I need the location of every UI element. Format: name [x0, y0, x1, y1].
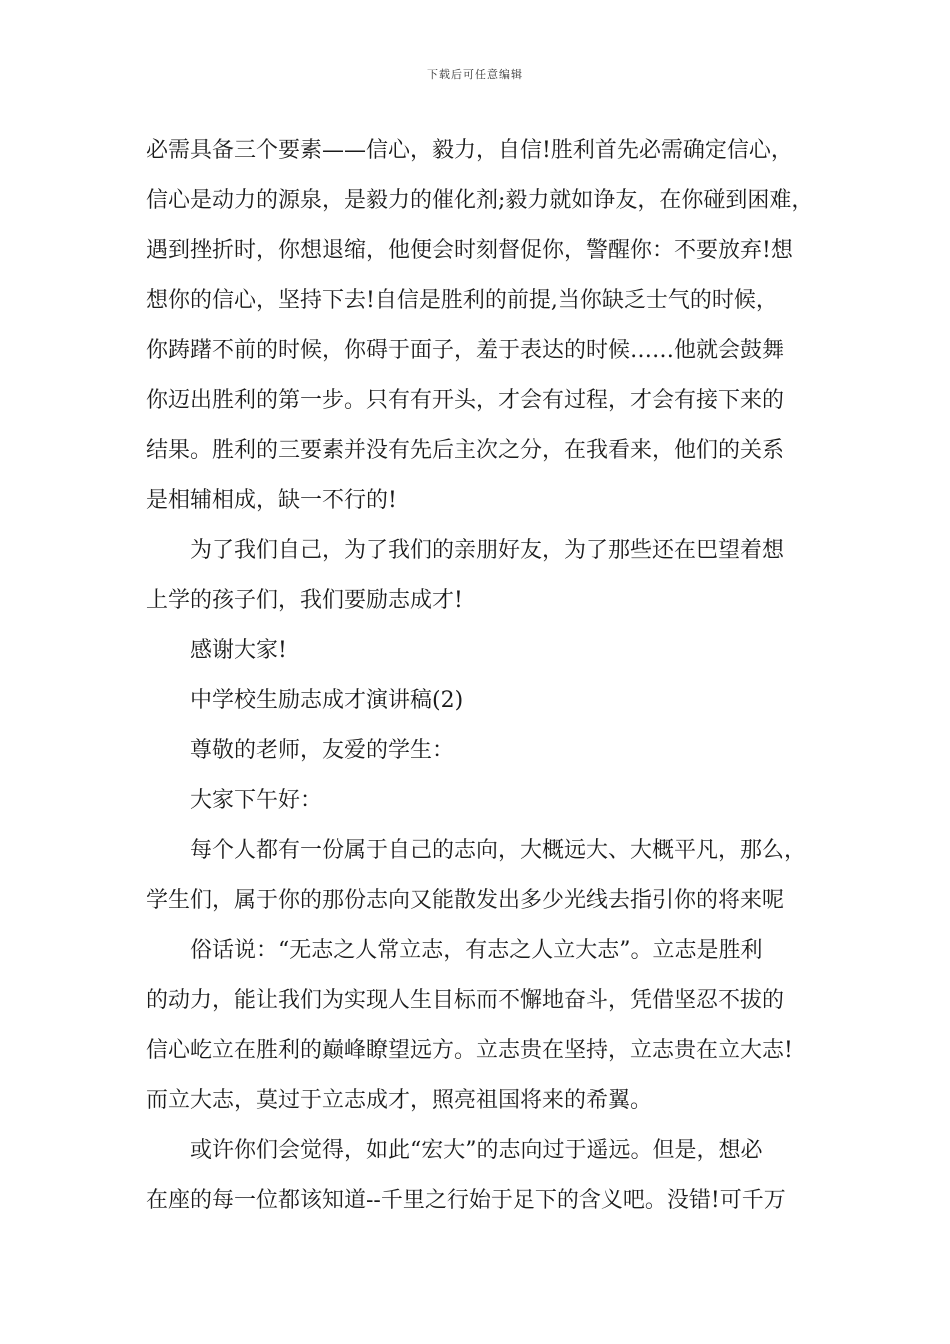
text-line: 你踌躇不前的时候，你碍于面子，羞于表达的时候……他就会鼓舞: [146, 338, 785, 363]
text-line: 为了我们自己，为了我们的亲朋好友，为了那些还在巴望着想: [190, 538, 785, 563]
text-line: 大家下午好：: [190, 788, 323, 813]
text-line: 信心屹立在胜利的巅峰瞭望远方。立志贵在坚持，立志贵在立大志!: [146, 1038, 793, 1063]
text-line: 结果。胜利的三要素并没有先后主次之分，在我看来，他们的关系: [146, 438, 785, 463]
page-header: 下载后可任意编辑: [427, 68, 523, 81]
text-line: 信心是动力的源泉，是毅力的催化剂;毅力就如诤友，在你碰到困难，: [146, 188, 814, 213]
text-line: 每个人都有一份属于自己的志向，大概远大、大概平凡，那么，: [190, 838, 807, 863]
section-title: 中学校生励志成才演讲稿(2): [190, 688, 464, 713]
text-line: 学生们，属于你的那份志向又能散发出多少光线去指引你的将来呢: [146, 888, 785, 913]
document-body: [146, 126, 826, 1226]
text-line: 你迈出胜利的第一步。只有有开头，才会有过程，才会有接下来的: [146, 388, 785, 413]
text-line: 的动力，能让我们为实现人生目标而不懈地奋斗，凭借坚忍不拔的: [146, 988, 785, 1013]
text-line: 必需具备三个要素——信心，毅力，自信!胜利首先必需确定信心，: [146, 138, 793, 163]
text-line: 或许你们会觉得，如此“宏大”的志向过于遥远。但是，想必: [190, 1138, 763, 1163]
text-line: 在座的每一位都该知道--千里之行始于足下的含义吧。没错!可千万: [146, 1188, 786, 1213]
text-line: 感谢大家!: [190, 638, 287, 663]
text-line: 而立大志，莫过于立志成才，照亮祖国将来的希翼。: [146, 1088, 653, 1113]
text-line: 想你的信心，坚持下去!自信是胜利的前提,当你缺乏士气的时候，: [146, 288, 778, 313]
text-line: 是相辅相成，缺一不行的!: [146, 488, 397, 513]
text-line: 尊敬的老师，友爱的学生：: [190, 738, 455, 763]
text-line: 遇到挫折时，你想退缩，他便会时刻督促你，警醒你：不要放弃!想: [146, 238, 793, 263]
text-line: 俗话说：“无志之人常立志，有志之人立大志”。立志是胜利: [190, 938, 763, 963]
text-line: 上学的孩子们，我们要励志成才!: [146, 588, 463, 613]
